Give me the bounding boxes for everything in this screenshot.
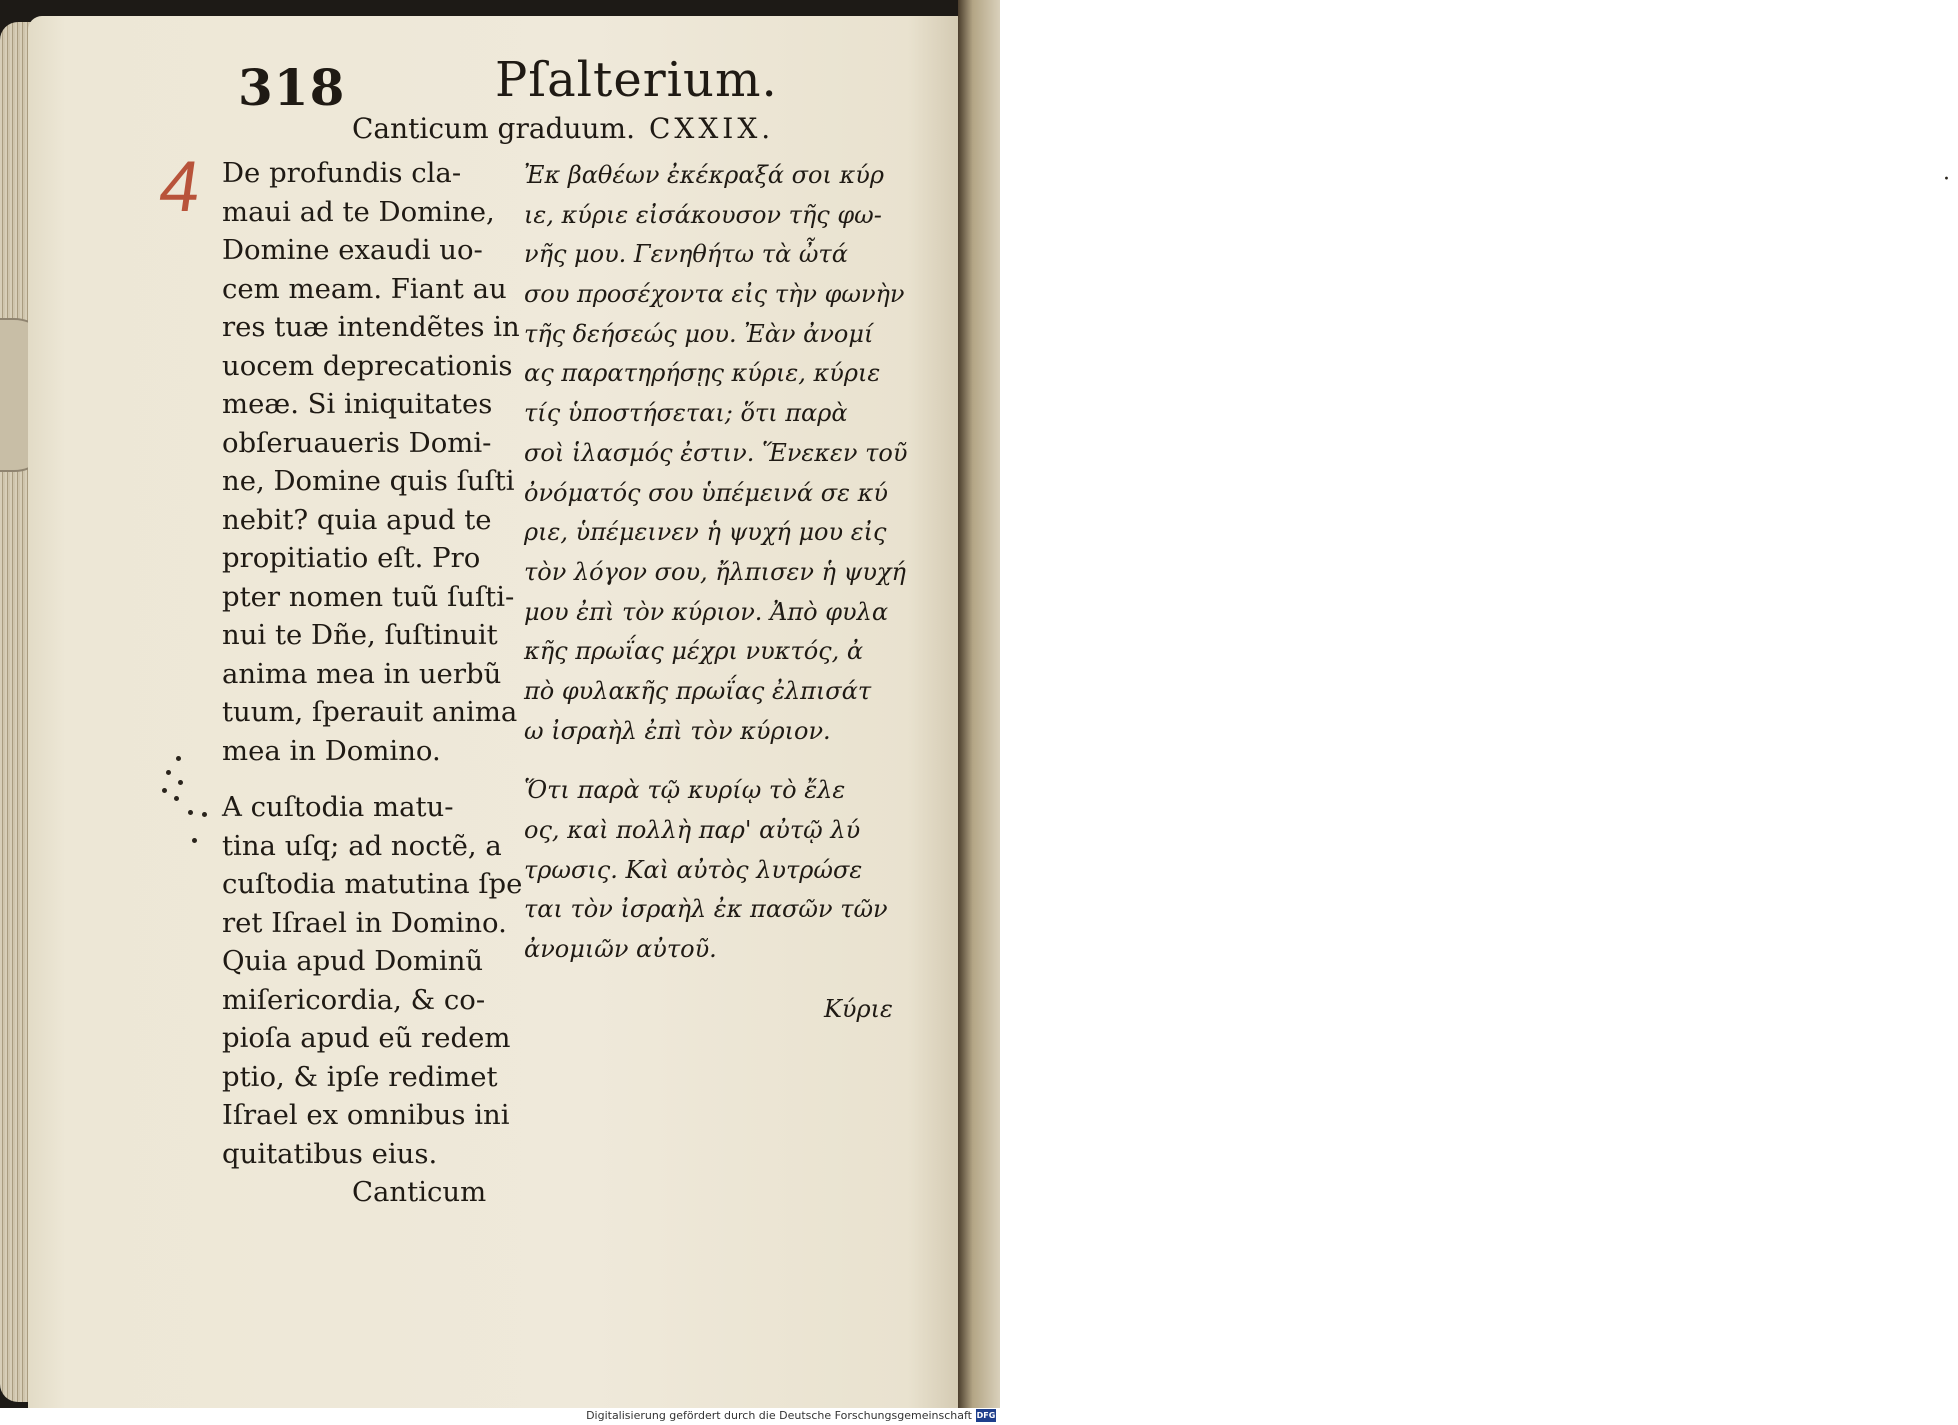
greek-text-line: ω ἰσραὴλ ἐπὶ τὸν κύριον. [524, 716, 831, 745]
greek-text-line: κῆς πρωΐας μέχρι νυκτός, ἀ [524, 637, 864, 666]
greek-text-line: νῆς μου. Γενηθήτω τὰ ὦτά [524, 240, 848, 269]
psalm-heading [352, 112, 774, 145]
latin-text-line: res tuæ intendẽtes in [222, 311, 520, 343]
latin-text-line: Iſrael ex omnibus ini [222, 1099, 510, 1131]
greek-catchword: Κύριε [824, 994, 893, 1023]
latin-text-line: anima mea in uerbũ [222, 657, 502, 690]
greek-text-line: ται τὸν ἰσραὴλ ἐκ πασῶν τῶν [524, 895, 888, 924]
latin-text-line: Quia apud Dominũ [222, 945, 484, 977]
latin-text-line: obſeruaueris Domi- [222, 426, 492, 459]
latin-text-line: tuum, ſperauit anima [222, 696, 518, 728]
book-gutter [958, 0, 1950, 1408]
latin-text-line: cuſtodia matutina ſpe [222, 868, 523, 900]
bleed-through-mark: · [1943, 167, 1950, 192]
margin-ink-marks [158, 752, 228, 842]
greek-text-line: ας παρατηρήσῃς κύριε, κύριε [524, 359, 881, 388]
latin-text-line: ret Iſrael in Domino. [222, 906, 507, 939]
psalm-number: CXXIX. [648, 112, 775, 145]
greek-text-line: τὸν λόγον σου, ἤλπισεν ἡ ψυχή [524, 557, 906, 586]
latin-text-line: maui ad te Domine, [222, 195, 495, 228]
margin-annotation: 4 [154, 147, 206, 227]
latin-text-line: De profundis cla- [222, 157, 462, 189]
psalm-title: Canticum graduum. [352, 112, 635, 145]
latin-text-line: A cuſtodia matu- [222, 791, 454, 823]
latin-text-line: meæ. Si iniquitates [222, 388, 493, 420]
greek-text-line: Ὅτι παρὰ τῷ κυρίῳ τὸ ἔλε [524, 776, 846, 805]
latin-text-line: nui te Dñe, ſuſtinuit [222, 619, 498, 651]
greek-text-line: ος, καὶ πολλὴ παρ' αὐτῷ λύ [524, 816, 861, 844]
latin-text-line: quitatibus eius. [222, 1137, 438, 1170]
latin-text-line: pter nomen tuũ ſuſti- [222, 580, 515, 613]
greek-text-line: πὸ φυλακῆς πρωΐας ἐλπισάτ [524, 676, 872, 705]
greek-text-line: ιε, κύριε εἰσάκουσον τῆς φω- [524, 200, 882, 229]
latin-text-line: pioſa apud eũ redem [222, 1022, 511, 1054]
page-number: 318 [238, 58, 346, 117]
greek-text-line: Ἐκ βαθέων ἐκέκραξά σοι κύρ [524, 161, 884, 189]
greek-text-line: ὀνόματός σου ὑπέμεινά σε κύ [524, 478, 888, 507]
latin-column [222, 154, 523, 1212]
latin-text-line: propitiatio eſt. Pro [222, 542, 481, 574]
latin-text-line: nebit? quia apud te [222, 503, 492, 536]
greek-text-line: τρωσις. Καὶ αὐτὸς λυτρώσε [524, 855, 863, 884]
latin-catchword: Canticum [352, 1176, 487, 1208]
greek-text-line: τίς ὑποστήσεται; ὅτι παρὰ [524, 399, 848, 428]
digitization-footer [0, 1408, 1000, 1425]
funding-credit: Digitalisierung gefördert durch die Deutsche Forschungsgemeinschaft [586, 1409, 972, 1422]
greek-text-line: μου ἐπὶ τὸν κύριον. Ἀπὸ φυλα [524, 597, 889, 626]
latin-text-line: ne, Domine quis ſuſti [222, 465, 515, 497]
latin-text-line: cem meam. Fiant au [222, 272, 507, 305]
greek-text-line: σου προσέχοντα εἰς τὴν φωνὴν [524, 280, 905, 309]
latin-text-line: uocem deprecationis [222, 349, 513, 382]
running-head: Pſalterium. [495, 52, 778, 108]
dfg-logo: DFG [976, 1411, 996, 1420]
greek-text-line: τῆς δεήσεώς μου. Ἐὰν ἀνομί [524, 319, 874, 348]
latin-text-line: miſericordia, & co- [222, 983, 486, 1016]
greek-text-line: ἀνομιῶν αὐτοῦ. [524, 935, 717, 964]
latin-text-line: Domine exaudi uo- [222, 234, 483, 266]
greek-column [524, 156, 936, 1029]
latin-text-line: ptio, & ipſe redimet [222, 1060, 498, 1093]
greek-text-line: ριε, ὑπέμεινεν ἡ ψυχή μου εἰς [524, 518, 887, 547]
latin-text-line: tina uſq; ad noctẽ, a [222, 829, 502, 862]
latin-text-line: mea in Domino. [222, 734, 441, 767]
greek-text-line: σοὶ ἱλασμός ἐστιν. Ἕνεκεν τοῦ [524, 438, 908, 467]
